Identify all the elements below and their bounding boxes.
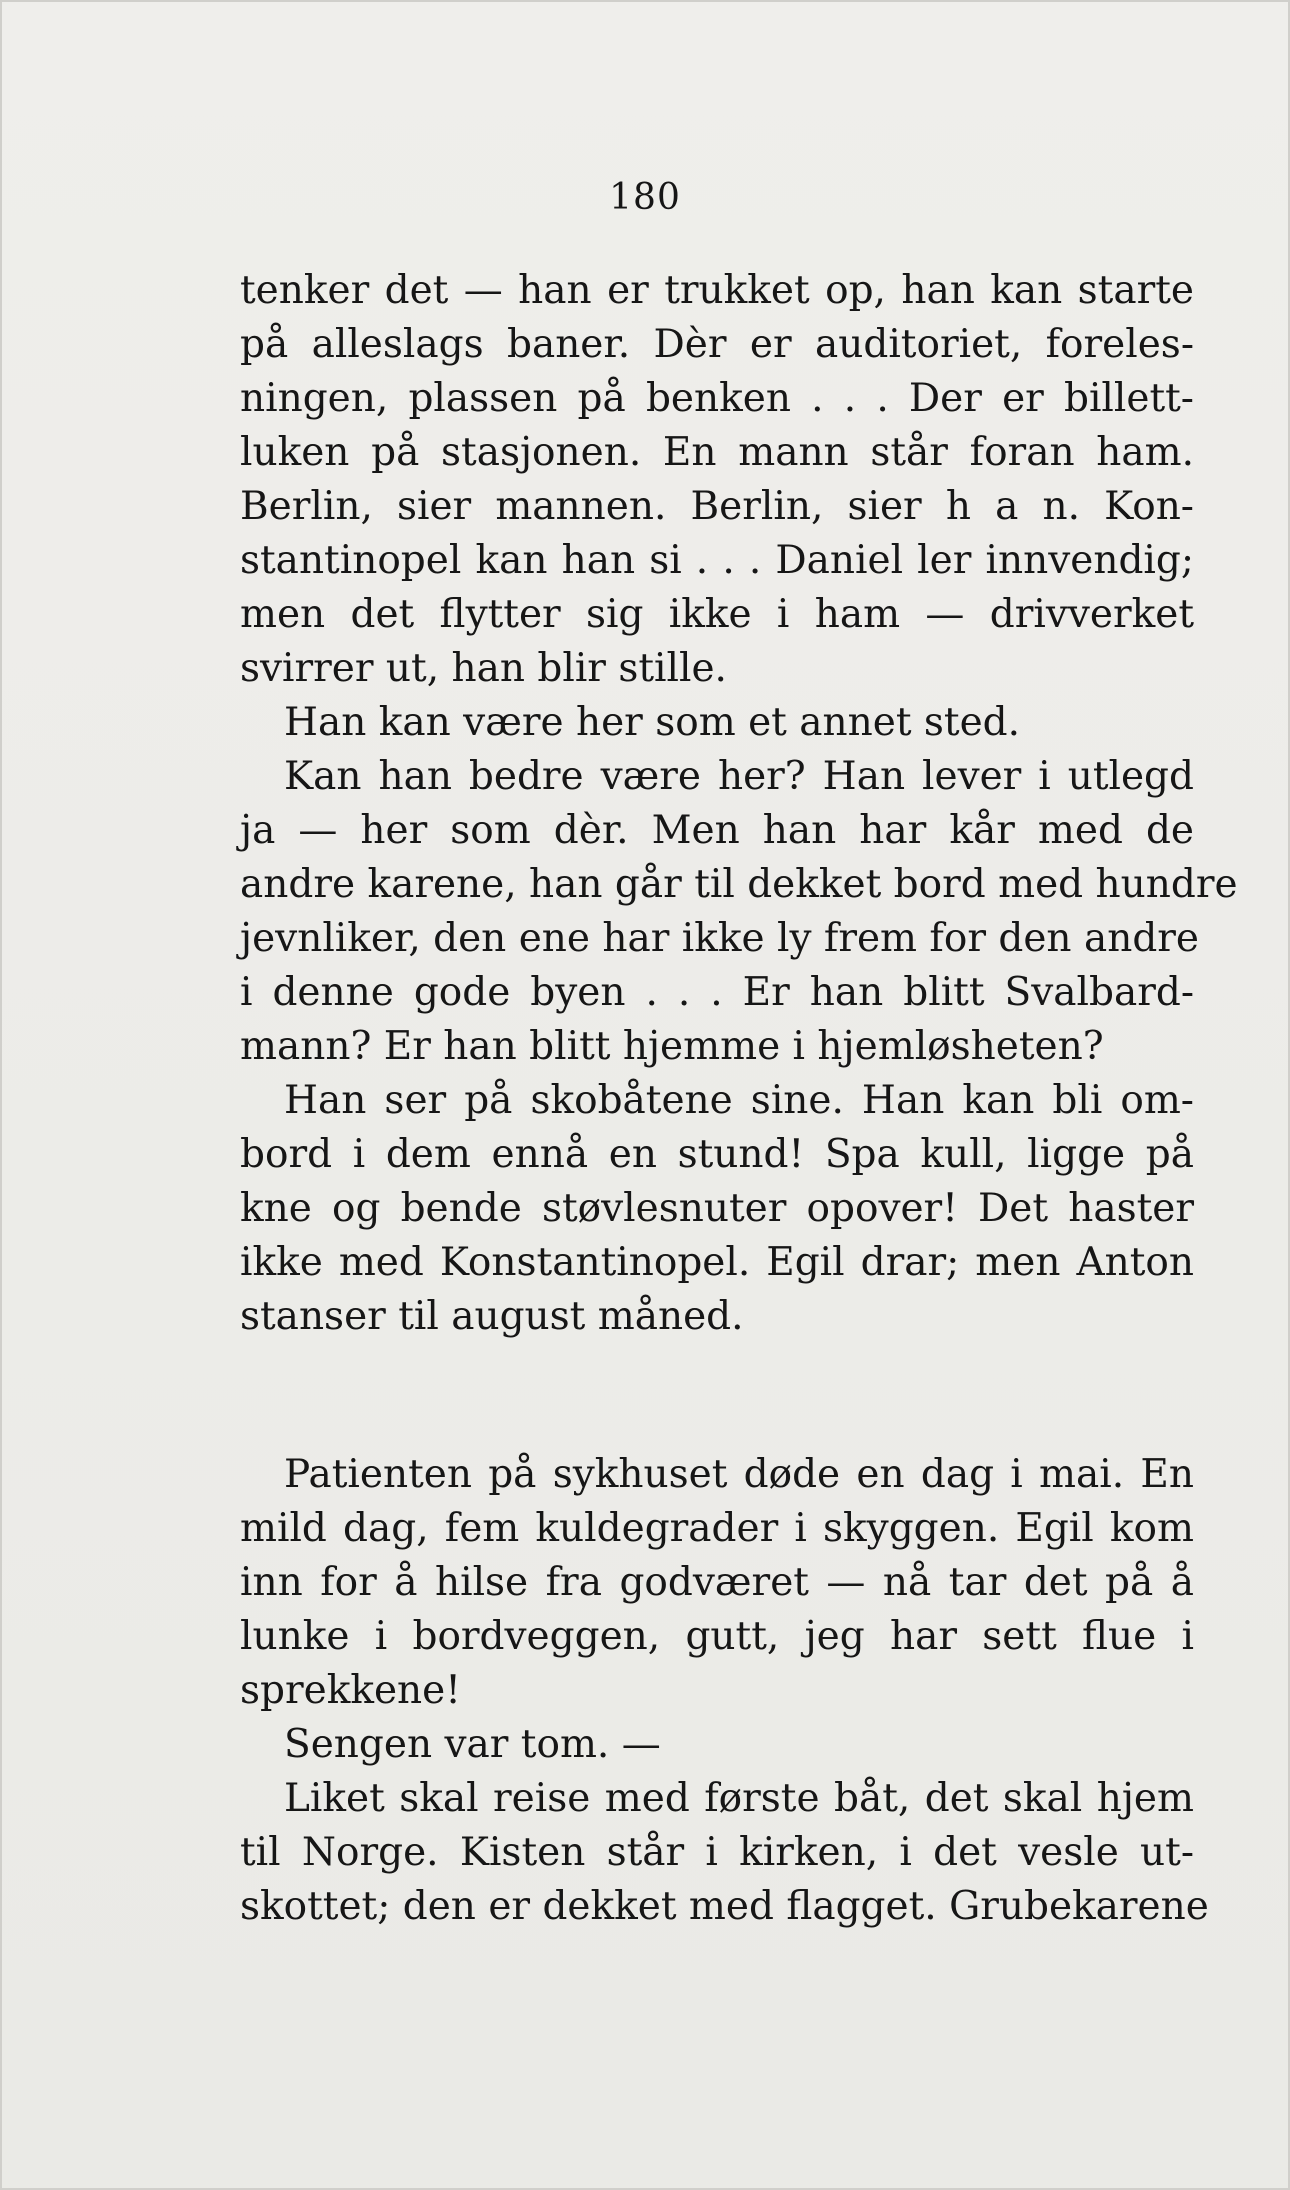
text-line: til Norge. Kisten står i kirken, i det vesle ut- [240, 1830, 1194, 1875]
text-line: ja — her som dèr. Men han har kår med de [240, 808, 1194, 853]
text-line: stantinopel kan han si . . . Daniel ler innvendig; [240, 538, 1194, 583]
text-line: tenker det — han er trukket op, han kan starte [240, 268, 1194, 313]
text-line: men det flytter sig ikke i ham — drivverket [240, 592, 1194, 637]
text-line: kne og bende støvlesnuter opover! Det haster [240, 1186, 1194, 1231]
text-line: svirrer ut, han blir stille. [240, 646, 727, 691]
text-line: Berlin, sier mannen. Berlin, sier h a n. Kon- [240, 484, 1194, 529]
text-line: mild dag, fem kuldegrader i skyggen. Egil kom [240, 1506, 1194, 1551]
text-line: Liket skal reise med første båt, det skal hjem [284, 1776, 1194, 1821]
text-line: lunke i bordveggen, gutt, jeg har sett flue i [240, 1614, 1194, 1659]
text-line: skottet; den er dekket med flagget. Grubekarene [240, 1884, 1209, 1929]
text-line: på alleslags baner. Dèr er auditoriet, foreles- [240, 322, 1194, 367]
text-block-upper [240, 264, 1238, 1344]
text-line: Patienten på sykhuset døde en dag i mai. En [284, 1452, 1194, 1497]
text-line: Kan han bedre være her? Han lever i utlegd [284, 754, 1194, 799]
text-line: luken på stasjonen. En mann står foran ham. [240, 430, 1194, 475]
text-line: sprekkene! [240, 1668, 461, 1713]
text-line: Sengen var tom. — [284, 1722, 661, 1767]
text-line: mann? Er han blitt hjemme i hjemløsheten? [240, 1024, 1104, 1069]
text-line: Han ser på skobåtene sine. Han kan bli om- [284, 1078, 1194, 1123]
text-line: inn for å hilse fra godværet — nå tar det på å [240, 1560, 1194, 1605]
text-block-lower [240, 1448, 1209, 1934]
text-line: bord i dem ennå en stund! Spa kull, ligge på [240, 1132, 1194, 1177]
text-line: jevnliker, den ene har ikke ly frem for den andre [240, 916, 1200, 961]
text-line: Han kan være her som et annet sted. [284, 700, 1021, 745]
text-line: ningen, plassen på benken . . . Der er billett- [240, 376, 1194, 421]
text-line: ikke med Konstantinopel. Egil drar; men Anton [240, 1240, 1194, 1285]
text-line: andre karene, han går til dekket bord med hundre [240, 862, 1238, 907]
page-number: 180 [609, 177, 681, 218]
text-line: stanser til august måned. [240, 1294, 744, 1339]
text-line: i denne gode byen . . . Er han blitt Svalbard- [240, 970, 1194, 1015]
